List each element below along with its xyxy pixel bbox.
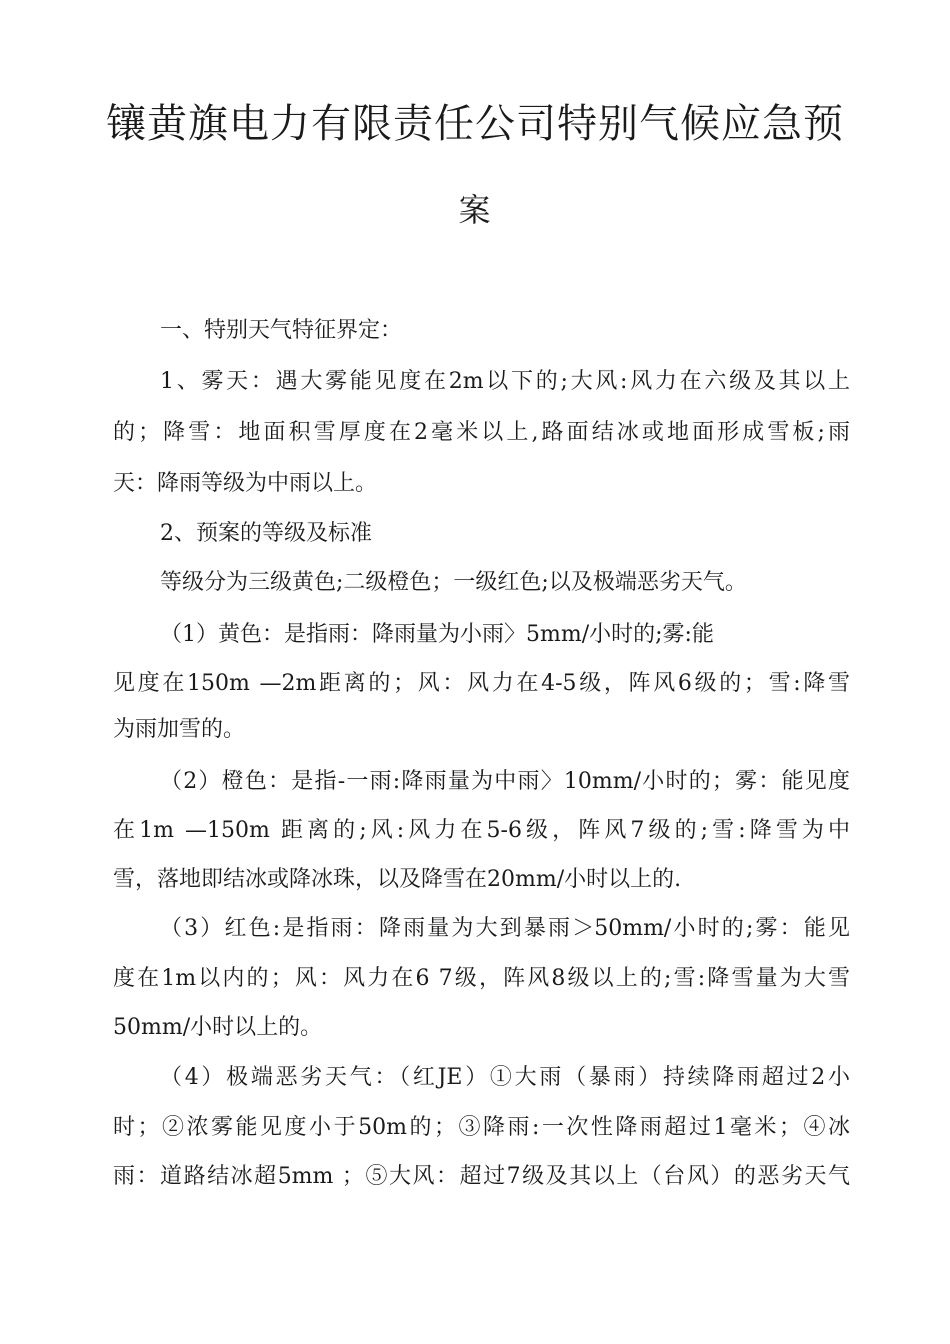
paragraph-line: 1、雾天：遇大雾能见度在2m以下的;大风:风力在六级及其以上 bbox=[160, 369, 850, 394]
paragraph-line: 等级分为三级黄色;二级橙色；一级红色;以及极端恶劣天气。 bbox=[160, 570, 747, 595]
paragraph-line: （4）极端恶劣天气：（红JE）①大雨（暴雨）持续降雨超过2小 bbox=[160, 1065, 850, 1090]
document-title-continued: 案 bbox=[458, 191, 492, 229]
paragraph-line: 见度在150m —2m距离的；风：风力在4-5级，阵风6级的；雪:降雪 bbox=[113, 671, 850, 696]
paragraph-line: 时；②浓雾能见度小于50m的；③降雨:一次性降雨超过1毫米；④冰 bbox=[113, 1115, 850, 1140]
section-heading: 一、特别天气特征界定： bbox=[160, 318, 403, 343]
paragraph-line: 雪，落地即结冰或降冰珠，以及降雪在20mm/小时以上的. bbox=[113, 867, 682, 892]
document-title: 镶黄旗电力有限责任公司特别气候应急预 bbox=[106, 101, 844, 147]
paragraph-line: （3）红色:是指雨：降雨量为大到暴雨＞50mm/小时的;雾：能见 bbox=[160, 916, 850, 941]
paragraph-line: （1）黄色：是指雨：降雨量为小雨〉5mm/小时的;雾:能 bbox=[160, 622, 714, 647]
paragraph-line: 度在1m以内的；风：风力在6 7级，阵风8级以上的;雪:降雪量为大雪 bbox=[113, 966, 850, 991]
paragraph-line: 雨：道路结冰超5mm ；⑤大风：超过7级及其以上（台风）的恶劣天气 bbox=[113, 1164, 850, 1189]
paragraph-line: 在1m —150m 距离的;风:风力在5-6级，阵风7级的;雪:降雪为中 bbox=[113, 818, 850, 843]
paragraph-line: 50mm/小时以上的。 bbox=[113, 1015, 323, 1040]
paragraph-line: 天：降雨等级为中雨以上。 bbox=[113, 471, 378, 496]
paragraph-line: 为雨加雪的。 bbox=[113, 717, 246, 742]
subsection-heading: 2、预案的等级及标准 bbox=[160, 521, 372, 546]
paragraph-line: 的；降雪：地面积雪厚度在2毫米以上,路面结冰或地面形成雪板;雨 bbox=[113, 420, 850, 445]
paragraph-line: （2）橙色：是指-一雨:降雨量为中雨〉10mm/小时的；雾：能见度 bbox=[160, 769, 850, 794]
